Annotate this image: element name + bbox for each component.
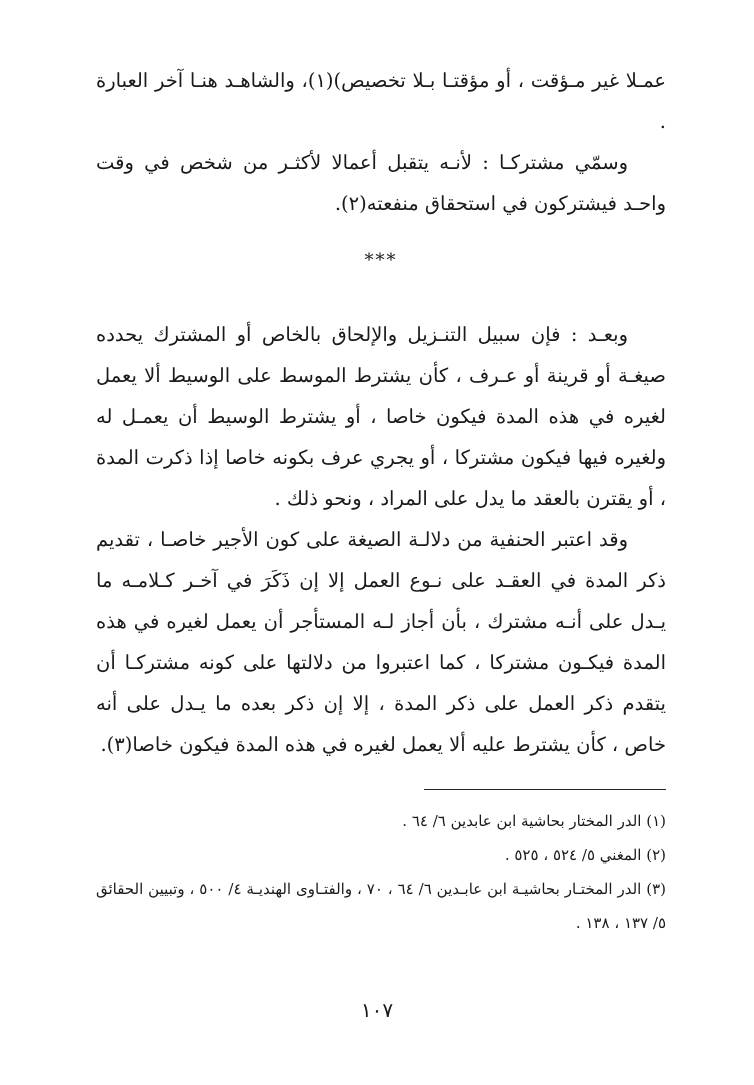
page-body [96,60,666,940]
footnote-1: (١) الدر المختار بحاشية ابن عابدين ٦/ ٦٤ . [402,812,666,830]
paragraph-1-text: عمـلا غير مـؤقت ، أو مؤقتـا بـلا تخصيص)(١)، والشاهـد هنـا آخر العبارة . [96,69,666,133]
footnote-separator [424,789,666,790]
paragraph-2-text: وسمّي مشتركـا : لأنـه يتقبل أعمالا لأكثـر من شخص في وقت واحـد فيشتركون في استحقاق منفعته(٢). [96,151,666,215]
paragraph-4 [96,519,666,765]
section-divider-stars: *** [364,250,398,271]
paragraph-1 [96,60,666,142]
footnote-3: (٣) الدر المختـار بحاشيـة ابن عابـدين ٦/ ٦٤ ، ٧٠ ، والفتـاوى الهنديـة ٤/ ٥٠٠ ، وتبيين الحقائق ٥/ ١٣٧ ، ١٣٨ . [96,880,667,932]
paragraph-2 [96,142,666,224]
paragraph-3-text: وبعـد : فإن سبيل التنـزيل والإلحاق بالخاص أو المشترك يحدده صيغـة أو قرينة أو عـرف ، كأن يشترط الموسط على الوسيط ألا يعمل لغيره في هذه المدة فيكون خاصا ، أو يشترط الوسيط أن يعمـل له ولغيره فيها فيكون مشتركا ، أو يجري عرف بكونه خاصا إذا ذكرت المدة ، أو يقترن بالعقد ما يدل على المراد ، ونحو ذلك . [96,323,666,510]
paragraph-3 [96,314,666,519]
footnotes [96,804,666,940]
footnote-2: (٢) المغني ٥/ ٥٢٤ ، ٥٢٥ . [504,846,666,864]
paragraph-4-text: وقد اعتبر الحنفية من دلالـة الصيغة على كون الأجير خاصـا ، تقديم ذكر المدة في العقـد على نـوع العمل إلا إن ذَكَرَ في آخـر كـلامـه ما يـدل على أنـه مشترك ، بأن أجاز لـه المستأجر أن يعمل لغيره في هذه المدة فيكـون مشتركا ، كما اعتبروا من دلالتها على كونه مشتركـا أن يتقدم ذكر العمل على ذكر المدة ، إلا إن ذكر بعده ما يـدل على أنه خاص ، كأن يشترط عليه ألا يعمل لغيره في هذه المدة فيكون خاصا(٣). [96,528,666,756]
page-number: ١٠٧ [360,998,394,1022]
